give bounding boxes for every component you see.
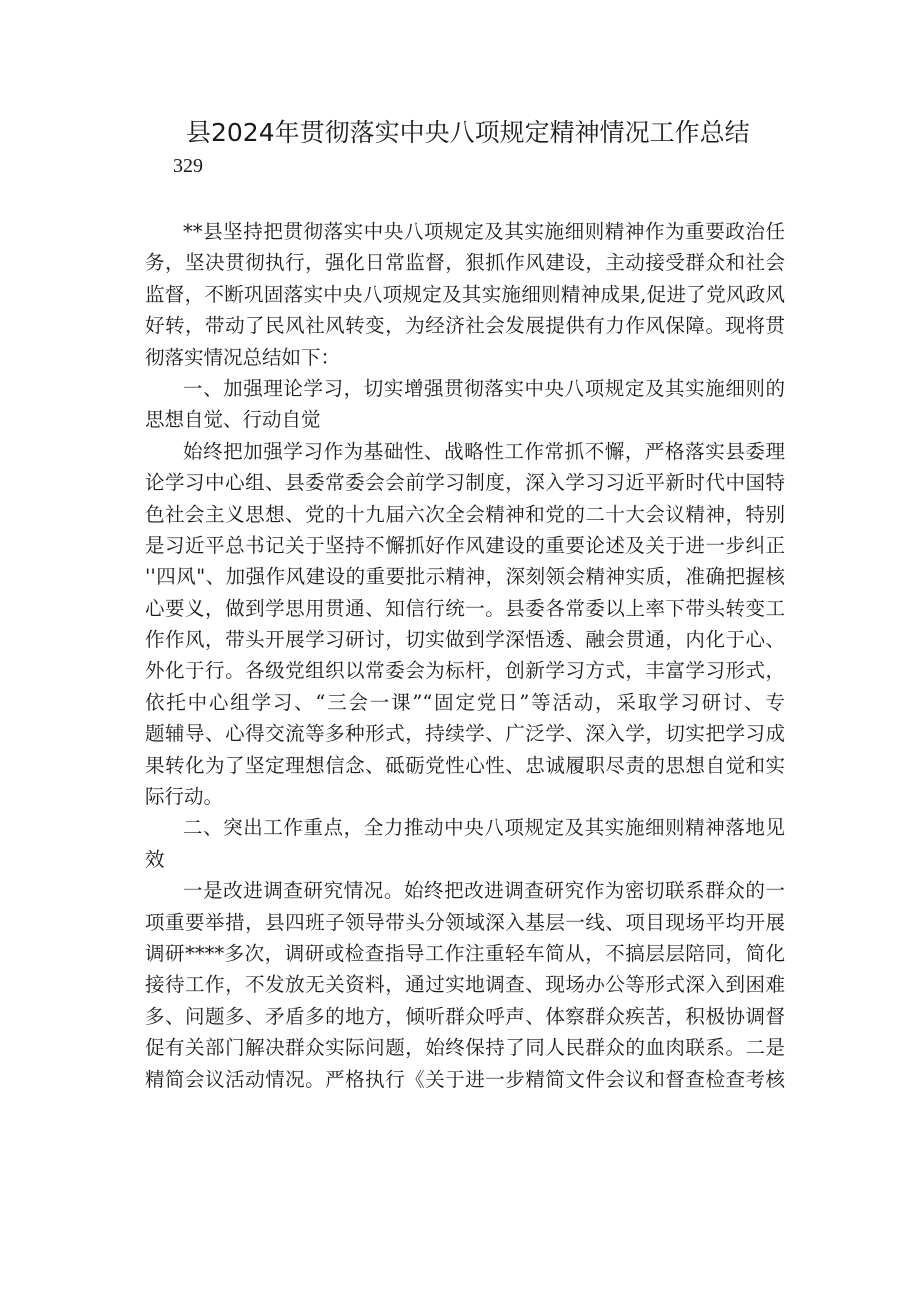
text-line: 好转，带动了民风社风转变，为经济社会发展提供有力作风保障。现将贯: [145, 314, 785, 338]
text-line: 题辅导、心得交流等多种形式，持续学、广泛学、深入学，切实把学习成: [145, 722, 785, 746]
text-line: 论学习中心组、县委常委会会前学习制度，深入学习习近平新时代中国特: [145, 471, 785, 495]
text-line: ''四风"、加强作风建设的重要批示精神，深刻领会精神实质，准确把握核: [145, 565, 785, 589]
text-line: 心要义，做到学思用贯通、知信行统一。县委各常委以上率下带头转变工: [145, 596, 785, 620]
text-line: 是习近平总书记关于坚持不懈抓好作风建设的重要论述及关于进一步纠正: [145, 533, 785, 557]
document-title: 县2024年贯彻落实中央八项规定精神情况工作总结: [186, 118, 750, 147]
text-line: **县坚持把贯彻落实中央八项规定及其实施细则精神作为重要政治任: [183, 220, 785, 243]
text-line: 一、加强理论学习，切实增强贯彻落实中央八项规定及其实施细则的: [183, 376, 785, 400]
text-line: 促有关部门解决群众实际问题，始终保持了同人民群众的血肉联系。二是: [145, 1036, 785, 1060]
text-line: 务，坚决贯彻执行，强化日常监督，狠抓作风建设，主动接受群众和社会: [145, 251, 785, 275]
text-line: 作作风，带头开展学习研讨，切实做到学深悟透、融会贯通，内化于心、: [145, 628, 785, 652]
text-line: 果转化为了坚定理想信念、砥砺党性心性、忠诚履职尽责的思想自觉和实: [145, 753, 785, 777]
text-line: 调研****多次，调研或检查指导工作注重轻车简从，不搞层层陪同，简化: [145, 941, 785, 965]
text-line: 依托中心组学习、“三会一课”“固定党日”等活动，采取学习研讨、专: [145, 690, 785, 714]
text-line: 色社会主义思想、党的十九届六次全会精神和党的二十大会议精神，特别: [145, 502, 785, 526]
text-line: 思想自觉、行动自觉: [145, 408, 321, 432]
text-line: 际行动。: [145, 785, 224, 809]
text-line: 项重要举措，县四班子领导带头分领域深入基层一线、项目现场平均开展: [145, 910, 785, 934]
text-line: 彻落实情况总结如下：: [145, 345, 341, 369]
text-line: 外化于行。各级党组织以常委会为标杆，创新学习方式，丰富学习形式，: [145, 659, 785, 683]
text-line: 精简会议活动情况。严格执行《关于进一步精简文件会议和督查检查考核: [145, 1067, 785, 1091]
text-line: 二、突出工作重点，全力推动中央八项规定及其实施细则精神落地见: [183, 816, 785, 840]
text-line: 效: [145, 847, 165, 871]
document-body: [145, 216, 785, 1095]
text-line: 监督，不断巩固落实中央八项规定及其实施细则精神成果,促进了党风政风: [145, 282, 785, 306]
text-line: 接待工作，不发放无关资料，通过实地调查、现场办公等形式深入到困难: [145, 973, 785, 997]
text-line: 一是改进调查研究情况。始终把改进调查研究作为密切联系群众的一: [183, 879, 785, 903]
text-line: 始终把加强学习作为基础性、战略性工作常抓不懈，严格落实县委理: [183, 439, 785, 463]
text-line: 多、问题多、矛盾多的地方，倾听群众呼声、体察群众疾苦，积极协调督: [145, 1004, 785, 1028]
document-number: 329: [173, 155, 203, 177]
